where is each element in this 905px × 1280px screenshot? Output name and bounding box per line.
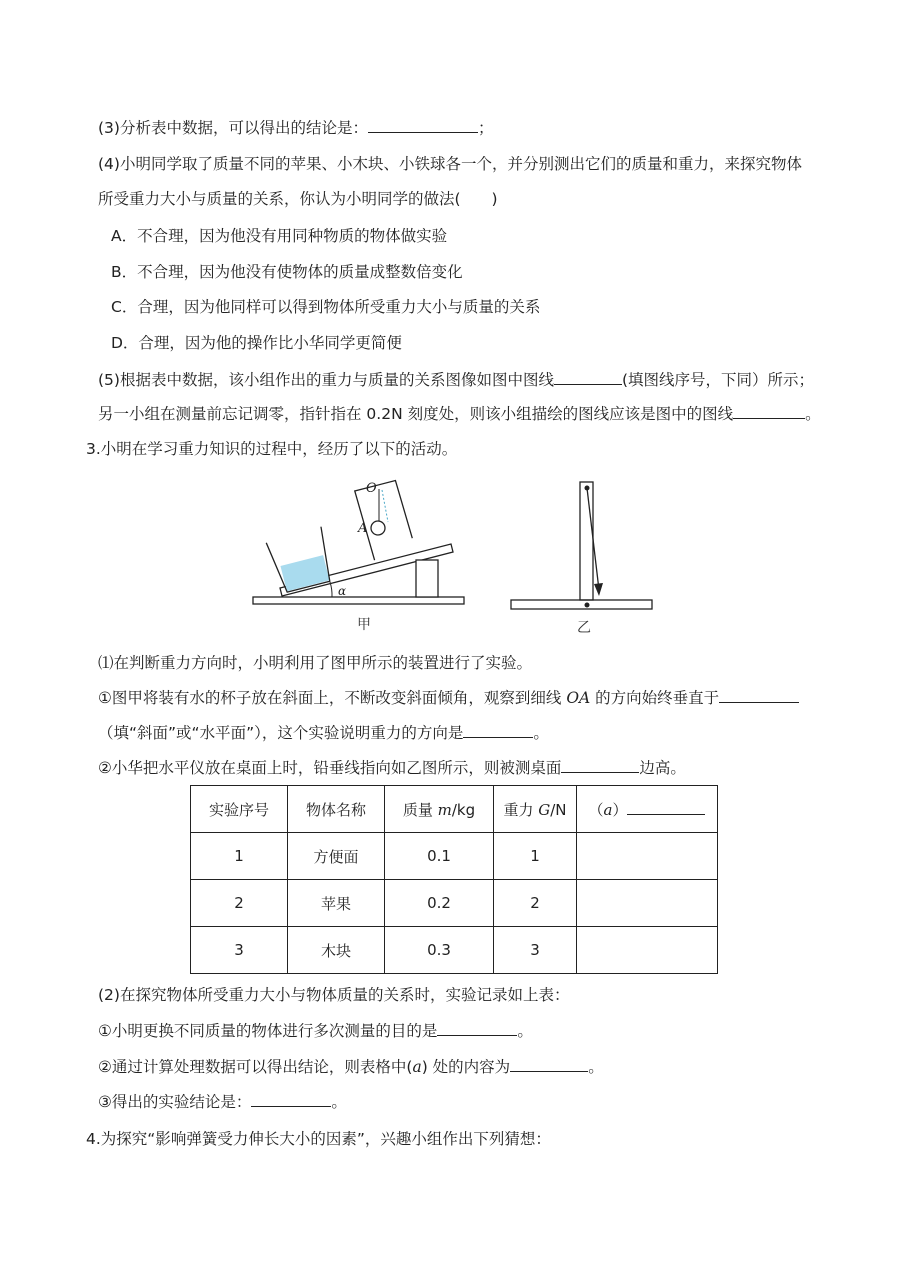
answer-blank[interactable] xyxy=(719,687,799,703)
table-cell: 2 xyxy=(191,880,288,927)
q3-title: 3.小明在学习重力知识的过程中，经历了以下的活动。 xyxy=(86,440,458,458)
answer-blank[interactable] xyxy=(561,757,639,773)
center-mark xyxy=(585,603,590,608)
option-c[interactable]: C．合理，因为他同样可以得到物体所受重力大小与质量的关系 xyxy=(111,298,541,316)
table-cell[interactable] xyxy=(577,833,718,880)
q3-part2: (2)在探究物体所受重力大小与物体质量的关系时，实验记录如上表： xyxy=(98,986,570,1004)
q3-part2c: ③得出的实验结论是： 。 xyxy=(98,1093,347,1111)
option-a[interactable]: A．不合理，因为他没有用同种物质的物体做实验 xyxy=(111,227,448,245)
table-cell[interactable] xyxy=(577,880,718,927)
q4-title: 4.为探究“影响弹簧受力伸长大小的因素”，兴趣小组作出下列猜想： xyxy=(86,1130,551,1148)
header-cell: （a） xyxy=(577,786,718,833)
figure-jia xyxy=(248,472,470,610)
caption-jia: 甲 xyxy=(357,617,371,633)
header-cell: 实验序号 xyxy=(191,786,288,833)
q2-part5-line1: (5)根据表中数据，该小组作出的重力与质量的关系图像如图中图线 (填图线序号，下同）所示； xyxy=(98,371,815,389)
q2-part5-line2: 另一小组在测量前忘记调零，指针指在 0.2N 刻度处，则该小组描绘的图线应该是图中的图线 。 xyxy=(98,405,821,423)
answer-blank[interactable] xyxy=(510,1056,588,1072)
option-b[interactable]: B．不合理，因为他没有使物体的质量成整数倍变化 xyxy=(111,263,463,281)
answer-blank[interactable] xyxy=(627,801,705,815)
label-o: O xyxy=(366,481,377,496)
table-cell: 0.3 xyxy=(385,927,494,974)
support-block xyxy=(416,560,438,597)
q3-part1a-line2: （填“斜面”或“水平面”），这个实验说明重力的方向是 。 xyxy=(98,724,549,742)
option-d[interactable]: D．合理，因为他的操作比小华同学更简便 xyxy=(111,334,402,352)
table-cell: 1 xyxy=(494,833,577,880)
q2-part4-line1: (4)小明同学取了质量不同的苹果、小木块、小铁球各一个，并分别测出它们的质量和重力，来探究物体 xyxy=(98,155,802,173)
answer-blank[interactable] xyxy=(733,403,805,419)
q3-part1b: ②小华把水平仪放在桌面上时，铅垂线指向如乙图所示，则被测桌面 边高。 xyxy=(98,759,686,777)
q2-part3: (3)分析表中数据，可以得出的结论是： ； xyxy=(98,119,494,137)
header-cell: 质量 m/kg xyxy=(385,786,494,833)
table-base xyxy=(253,597,464,604)
table-cell: 1 xyxy=(191,833,288,880)
q3-part2a: ①小明更换不同质量的物体进行多次测量的目的是 。 xyxy=(98,1022,533,1040)
table-row xyxy=(191,927,718,974)
plumb-arrow xyxy=(594,583,603,596)
answer-blank[interactable] xyxy=(437,1020,517,1036)
header-cell: 重力 G/N xyxy=(494,786,577,833)
table-cell[interactable] xyxy=(577,927,718,974)
table-cell: 2 xyxy=(494,880,577,927)
answer-blank[interactable] xyxy=(251,1091,331,1107)
alpha-label: α xyxy=(338,584,347,598)
table-row xyxy=(191,880,718,927)
data-table xyxy=(190,785,718,974)
table-cell: 方便面 xyxy=(288,833,385,880)
header-cell: 物体名称 xyxy=(288,786,385,833)
table-cell: 3 xyxy=(191,927,288,974)
label-a: A xyxy=(358,521,368,536)
level-surface xyxy=(511,600,652,609)
table-cell: 0.1 xyxy=(385,833,494,880)
q3-part2b: ②通过计算处理数据可以得出结论，则表格中(a) 处的内容为 。 xyxy=(98,1058,604,1076)
perpendicular-dash xyxy=(382,490,388,522)
answer-blank[interactable] xyxy=(554,369,622,385)
level-post xyxy=(580,482,593,600)
answer-blank[interactable] xyxy=(463,722,533,738)
q3-part1a-line1: ①图甲将装有水的杯子放在斜面上，不断改变斜面倾角，观察到细线 OA 的方向始终垂直于 xyxy=(98,687,799,709)
answer-blank[interactable] xyxy=(368,117,478,133)
angle-arc xyxy=(330,582,332,597)
table-row xyxy=(191,833,718,880)
q3-part1: ⑴在判断重力方向时，小明利用了图甲所示的装置进行了实验。 xyxy=(98,654,533,672)
caption-yi: 乙 xyxy=(577,620,591,636)
figure-yi xyxy=(508,476,658,616)
table-cell: 木块 xyxy=(288,927,385,974)
table-cell: 3 xyxy=(494,927,577,974)
table-cell: 苹果 xyxy=(288,880,385,927)
q2-part4-line2: 所受重力大小与质量的关系，你认为小明同学的做法( ) xyxy=(98,190,498,208)
ball-a xyxy=(371,521,385,535)
table-cell: 0.2 xyxy=(385,880,494,927)
table-header-row xyxy=(191,786,718,833)
